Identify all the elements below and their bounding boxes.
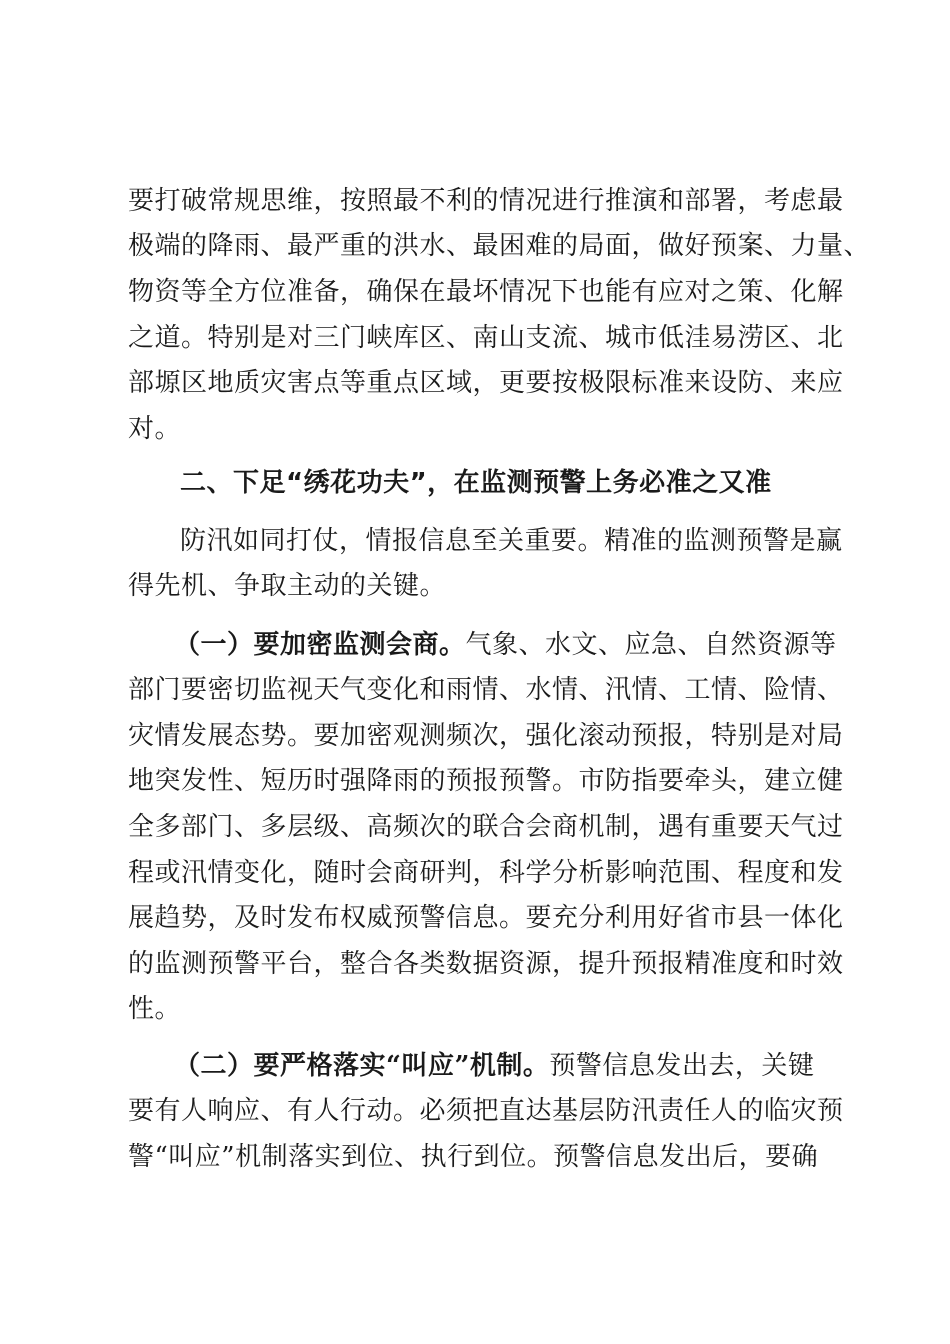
section-heading-2: 二、下足“绣花功夫”，在监测预警上务必准之又准 (180, 468, 772, 498)
para1-line-4: 之道。特别是对三门峡库区、南山支流、城市低洼易涝区、北 (128, 323, 844, 353)
item1-line-6: 程或汛情变化，随时会商研判，科学分析影响范围、程度和发 (128, 858, 844, 888)
para1-line-3: 物资等全方位准备，确保在最坏情况下也能有应对之策、化解 (128, 277, 844, 307)
item1-line-4: 地突发性、短历时强降雨的预报预警。市防指要牵头，建立健 (128, 766, 844, 796)
item1-line-2: 部门要密切监视天气变化和雨情、水情、汛情、工情、险情、 (128, 675, 844, 705)
item2-title: （二）要严格落实“叫应”机制。 (174, 1051, 550, 1081)
item1-line-7: 展趋势，及时发布权威预警信息。要充分利用好省市县一体化 (128, 903, 844, 933)
item2-line-2: 要有人响应、有人行动。必须把直达基层防汛责任人的临灾预 (128, 1096, 844, 1126)
para1-line-5: 部塬区地质灾害点等重点区域，更要按极限标准来设防、来应 (128, 368, 844, 398)
item1-line-9: 性。 (128, 994, 182, 1024)
item2-line-3: 警“叫应”机制落实到位、执行到位。预警信息发出后，要确 (128, 1142, 819, 1172)
item1-first-line-text: 气象、水文、应急、自然资源等 (465, 630, 837, 660)
item1-line-3: 灾情发展态势。要加密观测频次，强化滚动预报，特别是对局 (128, 721, 844, 751)
item2-first-line (174, 1049, 814, 1083)
item1-title: （一）要加密监测会商。 (174, 630, 466, 660)
para1-line-6: 对。 (128, 414, 182, 444)
item1-line-8: 的监测预警平台，整合各类数据资源，提升预报精准度和时效 (128, 949, 844, 979)
para2-line-1: 防汛如同打仗，情报信息至关重要。精准的监测预警是赢 (180, 526, 843, 556)
item2-first-line-text: 预警信息发出去，关键 (549, 1051, 815, 1081)
item1-line-5: 全多部门、多层级、高频次的联合会商机制，遇有重要天气过 (128, 812, 844, 842)
para1-line-1: 要打破常规思维，按照最不利的情况进行推演和部署，考虑最 (128, 186, 844, 216)
para1-line-2: 极端的降雨、最严重的洪水、最困难的局面，做好预案、力量、 (128, 231, 871, 261)
para2-line-2: 得先机、争取主动的关键。 (128, 571, 447, 601)
item1-first-line (174, 628, 837, 662)
